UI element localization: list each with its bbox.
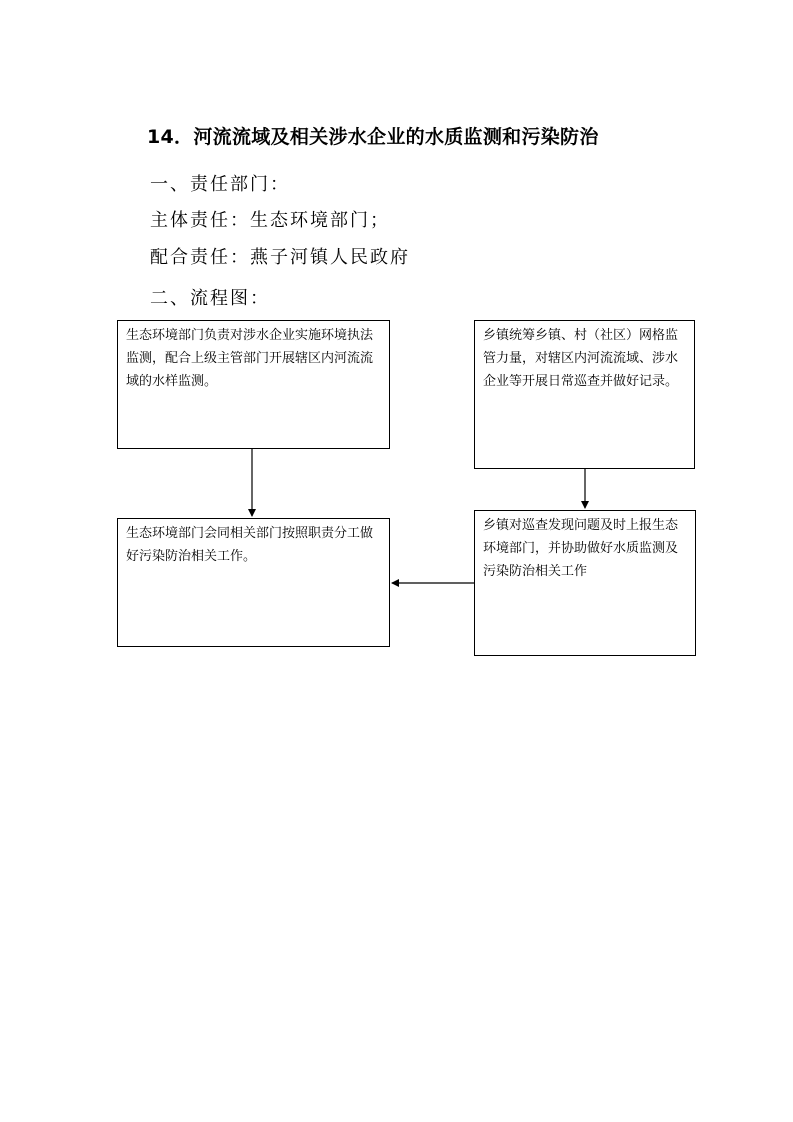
section-heading-responsibility: 一、责任部门：: [150, 174, 290, 195]
primary-responsibility: 主体责任：生态环境部门；: [150, 210, 390, 231]
document-title: 14．河流流域及相关涉水企业的水质监测和污染防治: [147, 126, 599, 148]
flow-box-env-enforcement: 生态环境部门负责对涉水企业实施环境执法监测，配合上级主管部门开展辖区内河流流域的水样监测。: [117, 320, 390, 449]
cooperating-responsibility: 配合责任：燕子河镇人民政府: [150, 247, 410, 268]
flow-box-env-joint-work: 生态环境部门会同相关部门按照职责分工做好污染防治相关工作。: [117, 518, 390, 647]
section-heading-flowchart: 二、流程图：: [150, 288, 270, 309]
flow-box-town-report: 乡镇对巡查发现问题及时上报生态环境部门，并协助做好水质监测及污染防治相关工作: [474, 510, 696, 656]
flow-box-town-patrol: 乡镇统筹乡镇、村（社区）网格监管力量，对辖区内河流流域、涉水企业等开展日常巡查并做好记录。: [474, 320, 695, 469]
